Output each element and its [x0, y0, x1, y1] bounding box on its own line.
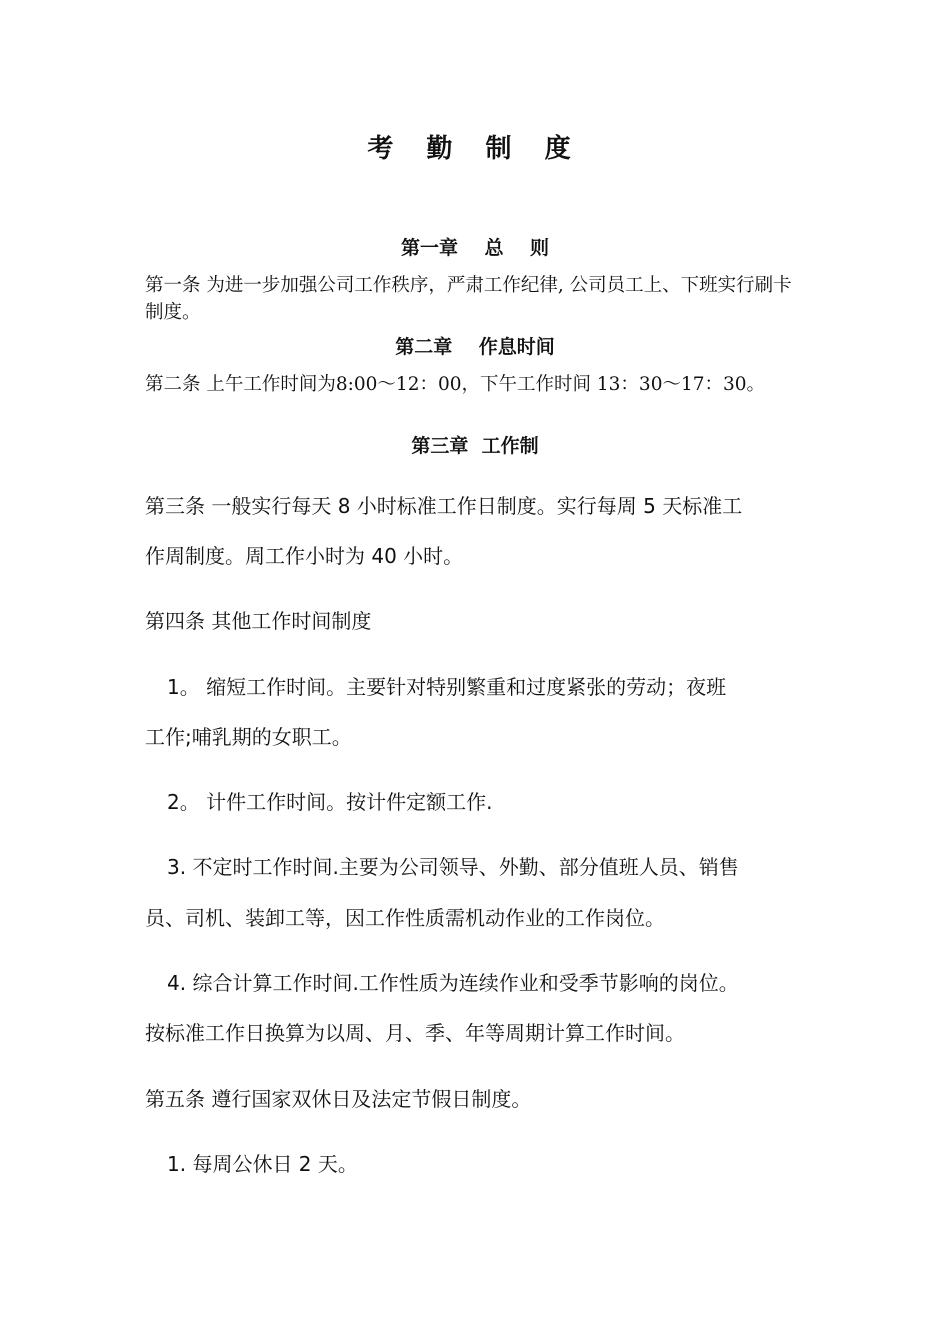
- item-3-line-2: 员、司机、装卸工等，因工作性质需机动作业的工作岗位。: [145, 906, 665, 930]
- item-4-line-1: 4. 综合计算工作时间.工作性质为连续作业和受季节影响的岗位。: [167, 971, 739, 995]
- article-1: 第一条 为进一步加强公司工作秩序，严肃工作纪律, 公司员工上、下班实行刷卡制度。: [145, 275, 792, 323]
- chapter-1-heading: 第一章 总 则: [401, 237, 549, 259]
- item-4-line-2: 按标准工作日换算为以周、月、季、年等周期计算工作时间。: [145, 1021, 685, 1045]
- article-3-line-1: 第三条 一般实行每天 8 小时标准工作日制度。实行每周 5 天标准工: [145, 494, 743, 518]
- article-4: 第四条 其他工作时间制度: [145, 609, 372, 633]
- article-5: 第五条 遵行国家双休日及法定节假日制度。: [145, 1087, 532, 1111]
- article-5-item-1: 1. 每周公休日 2 天。: [167, 1152, 358, 1176]
- chapter-3-heading: 第三章 工作制: [411, 435, 539, 457]
- item-1-line-2: 工作;哺乳期的女职工。: [145, 725, 352, 749]
- item-1-line-1: 1。 缩短工作时间。主要针对特别繁重和过度紧张的劳动；夜班: [167, 675, 727, 699]
- document-title: 考 勤 制 度: [367, 134, 583, 164]
- article-3-line-2: 作周制度。周工作小时为 40 小时。: [145, 544, 464, 568]
- chapter-2-heading: 第二章 作息时间: [395, 336, 555, 358]
- article-2: 第二条 上午工作时间为8:00～12：00，下午工作时间 13：30～17：30。: [145, 374, 766, 395]
- item-3-line-1: 3. 不定时工作时间.主要为公司领导、外勤、部分值班人员、销售: [167, 855, 739, 879]
- item-2: 2。 计件工作时间。按计件定额工作.: [167, 790, 493, 814]
